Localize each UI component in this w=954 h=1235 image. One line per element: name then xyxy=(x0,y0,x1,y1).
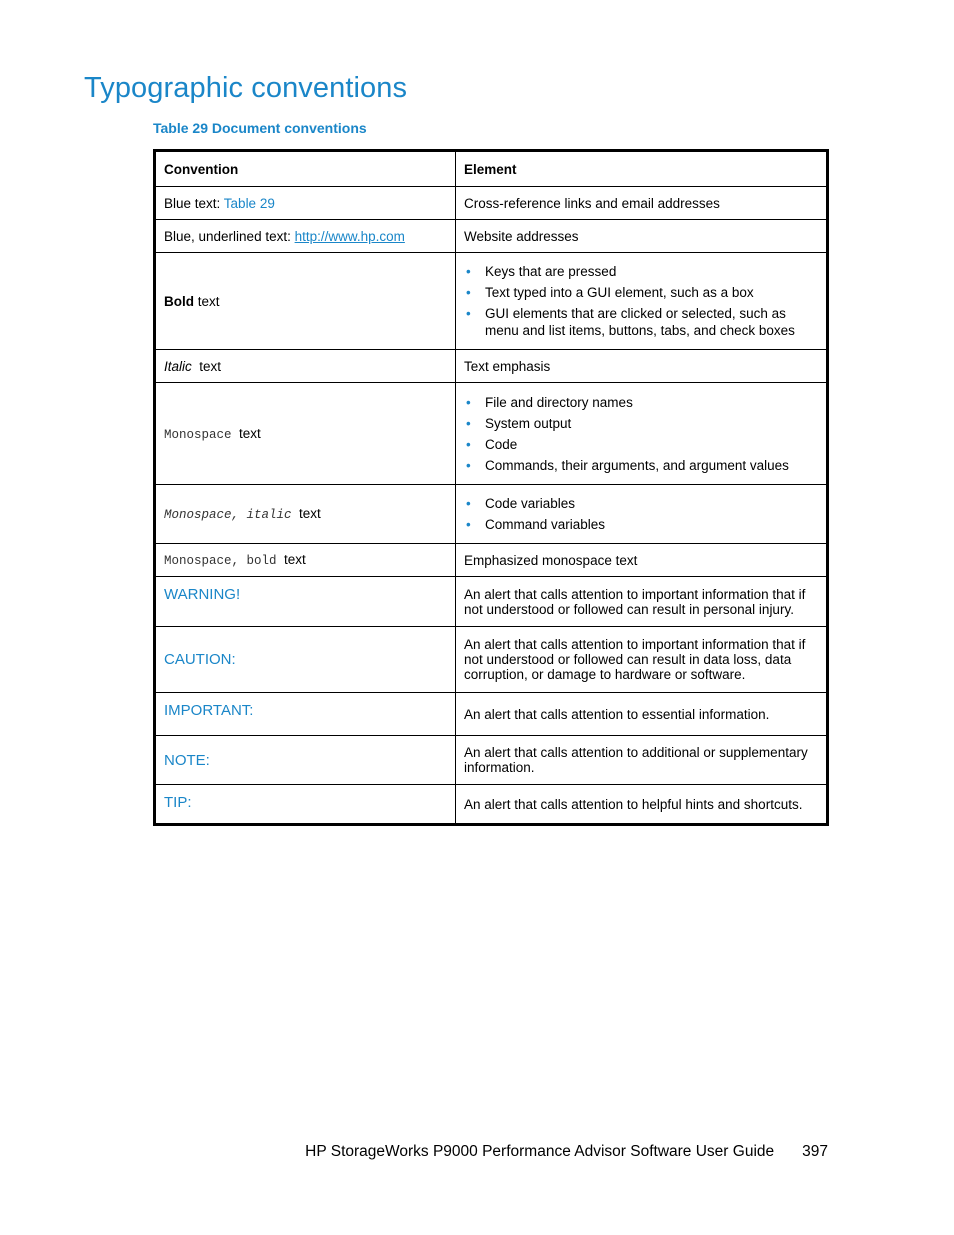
convention-cell: Bold text xyxy=(155,253,456,350)
table-row xyxy=(155,220,828,253)
convention-cell: Monospace, bold text xyxy=(155,544,456,577)
page-number: 397 xyxy=(802,1143,828,1160)
bullet-list xyxy=(464,495,818,533)
convention-cell xyxy=(155,785,456,825)
table-row xyxy=(155,350,828,383)
table-row xyxy=(155,253,828,350)
table-row xyxy=(155,577,828,627)
convention-cell xyxy=(155,693,456,736)
list-item: • Commands, their arguments, and argument values xyxy=(464,457,818,474)
table-row xyxy=(155,544,828,577)
element-cell: Website addresses xyxy=(456,220,828,253)
warning-label: WARNING! xyxy=(164,586,241,603)
element-cell: Text emphasis xyxy=(456,350,828,383)
conventions-table xyxy=(153,149,829,826)
list-item: • Text typed into a GUI element, such as a box xyxy=(464,284,818,301)
page-title: Typographic conventions xyxy=(84,72,408,104)
convention-cell xyxy=(155,736,456,785)
convention-cell: Monospace text xyxy=(155,383,456,485)
element-cell: An alert that calls attention to essential information. xyxy=(456,693,828,736)
list-item: • File and directory names xyxy=(464,394,818,411)
element-cell xyxy=(456,253,828,350)
page-footer xyxy=(305,1143,828,1161)
cross-reference-link[interactable]: Table 29 xyxy=(223,195,275,211)
convention-cell: Blue text: Table 29 xyxy=(155,187,456,220)
header-convention: Convention xyxy=(155,151,456,187)
header-element: Element xyxy=(456,151,828,187)
important-label: IMPORTANT: xyxy=(164,702,254,719)
table-row xyxy=(155,187,828,220)
table-header-row xyxy=(155,151,828,187)
element-cell xyxy=(456,485,828,544)
table-row xyxy=(155,736,828,785)
caution-label: CAUTION: xyxy=(164,651,236,668)
list-item: • System output xyxy=(464,415,818,432)
convention-cell: Italic text xyxy=(155,350,456,383)
tip-label: TIP: xyxy=(164,794,192,811)
element-cell: An alert that calls attention to important information that if not understood or followed can result in data loss, data corruption, or damage to hardware or software. xyxy=(456,627,828,693)
table-row xyxy=(155,693,828,736)
table-row xyxy=(155,785,828,825)
element-cell: An alert that calls attention to helpful hints and shortcuts. xyxy=(456,785,828,825)
element-cell: An alert that calls attention to important information that if not understood or followed can result in personal injury. xyxy=(456,577,828,627)
list-item: • Keys that are pressed xyxy=(464,263,818,280)
element-cell: Emphasized monospace text xyxy=(456,544,828,577)
bullet-list xyxy=(464,394,818,474)
bullet-list xyxy=(464,263,818,339)
convention-cell xyxy=(155,627,456,693)
table-caption: Table 29 Document conventions xyxy=(153,120,367,136)
list-item: • Code variables xyxy=(464,495,818,512)
list-item: • GUI elements that are clicked or selected, such as menu and list items, buttons, tabs, and check boxes xyxy=(464,305,818,339)
list-item: • Code xyxy=(464,436,818,453)
convention-cell: Monospace, italic text xyxy=(155,485,456,544)
note-label: NOTE: xyxy=(164,751,210,769)
element-cell: Cross-reference links and email addresses xyxy=(456,187,828,220)
website-link[interactable]: http://www.hp.com xyxy=(294,228,405,244)
list-item: • Command variables xyxy=(464,516,818,533)
table-row xyxy=(155,485,828,544)
element-cell xyxy=(456,383,828,485)
table-row xyxy=(155,383,828,485)
table-row xyxy=(155,627,828,693)
footer-title: HP StorageWorks P9000 Performance Advisor Software User Guide xyxy=(305,1143,775,1160)
convention-cell: Blue, underlined text: http://www.hp.com xyxy=(155,220,456,253)
element-cell: An alert that calls attention to additional or supplementary information. xyxy=(456,736,828,785)
convention-cell xyxy=(155,577,456,627)
